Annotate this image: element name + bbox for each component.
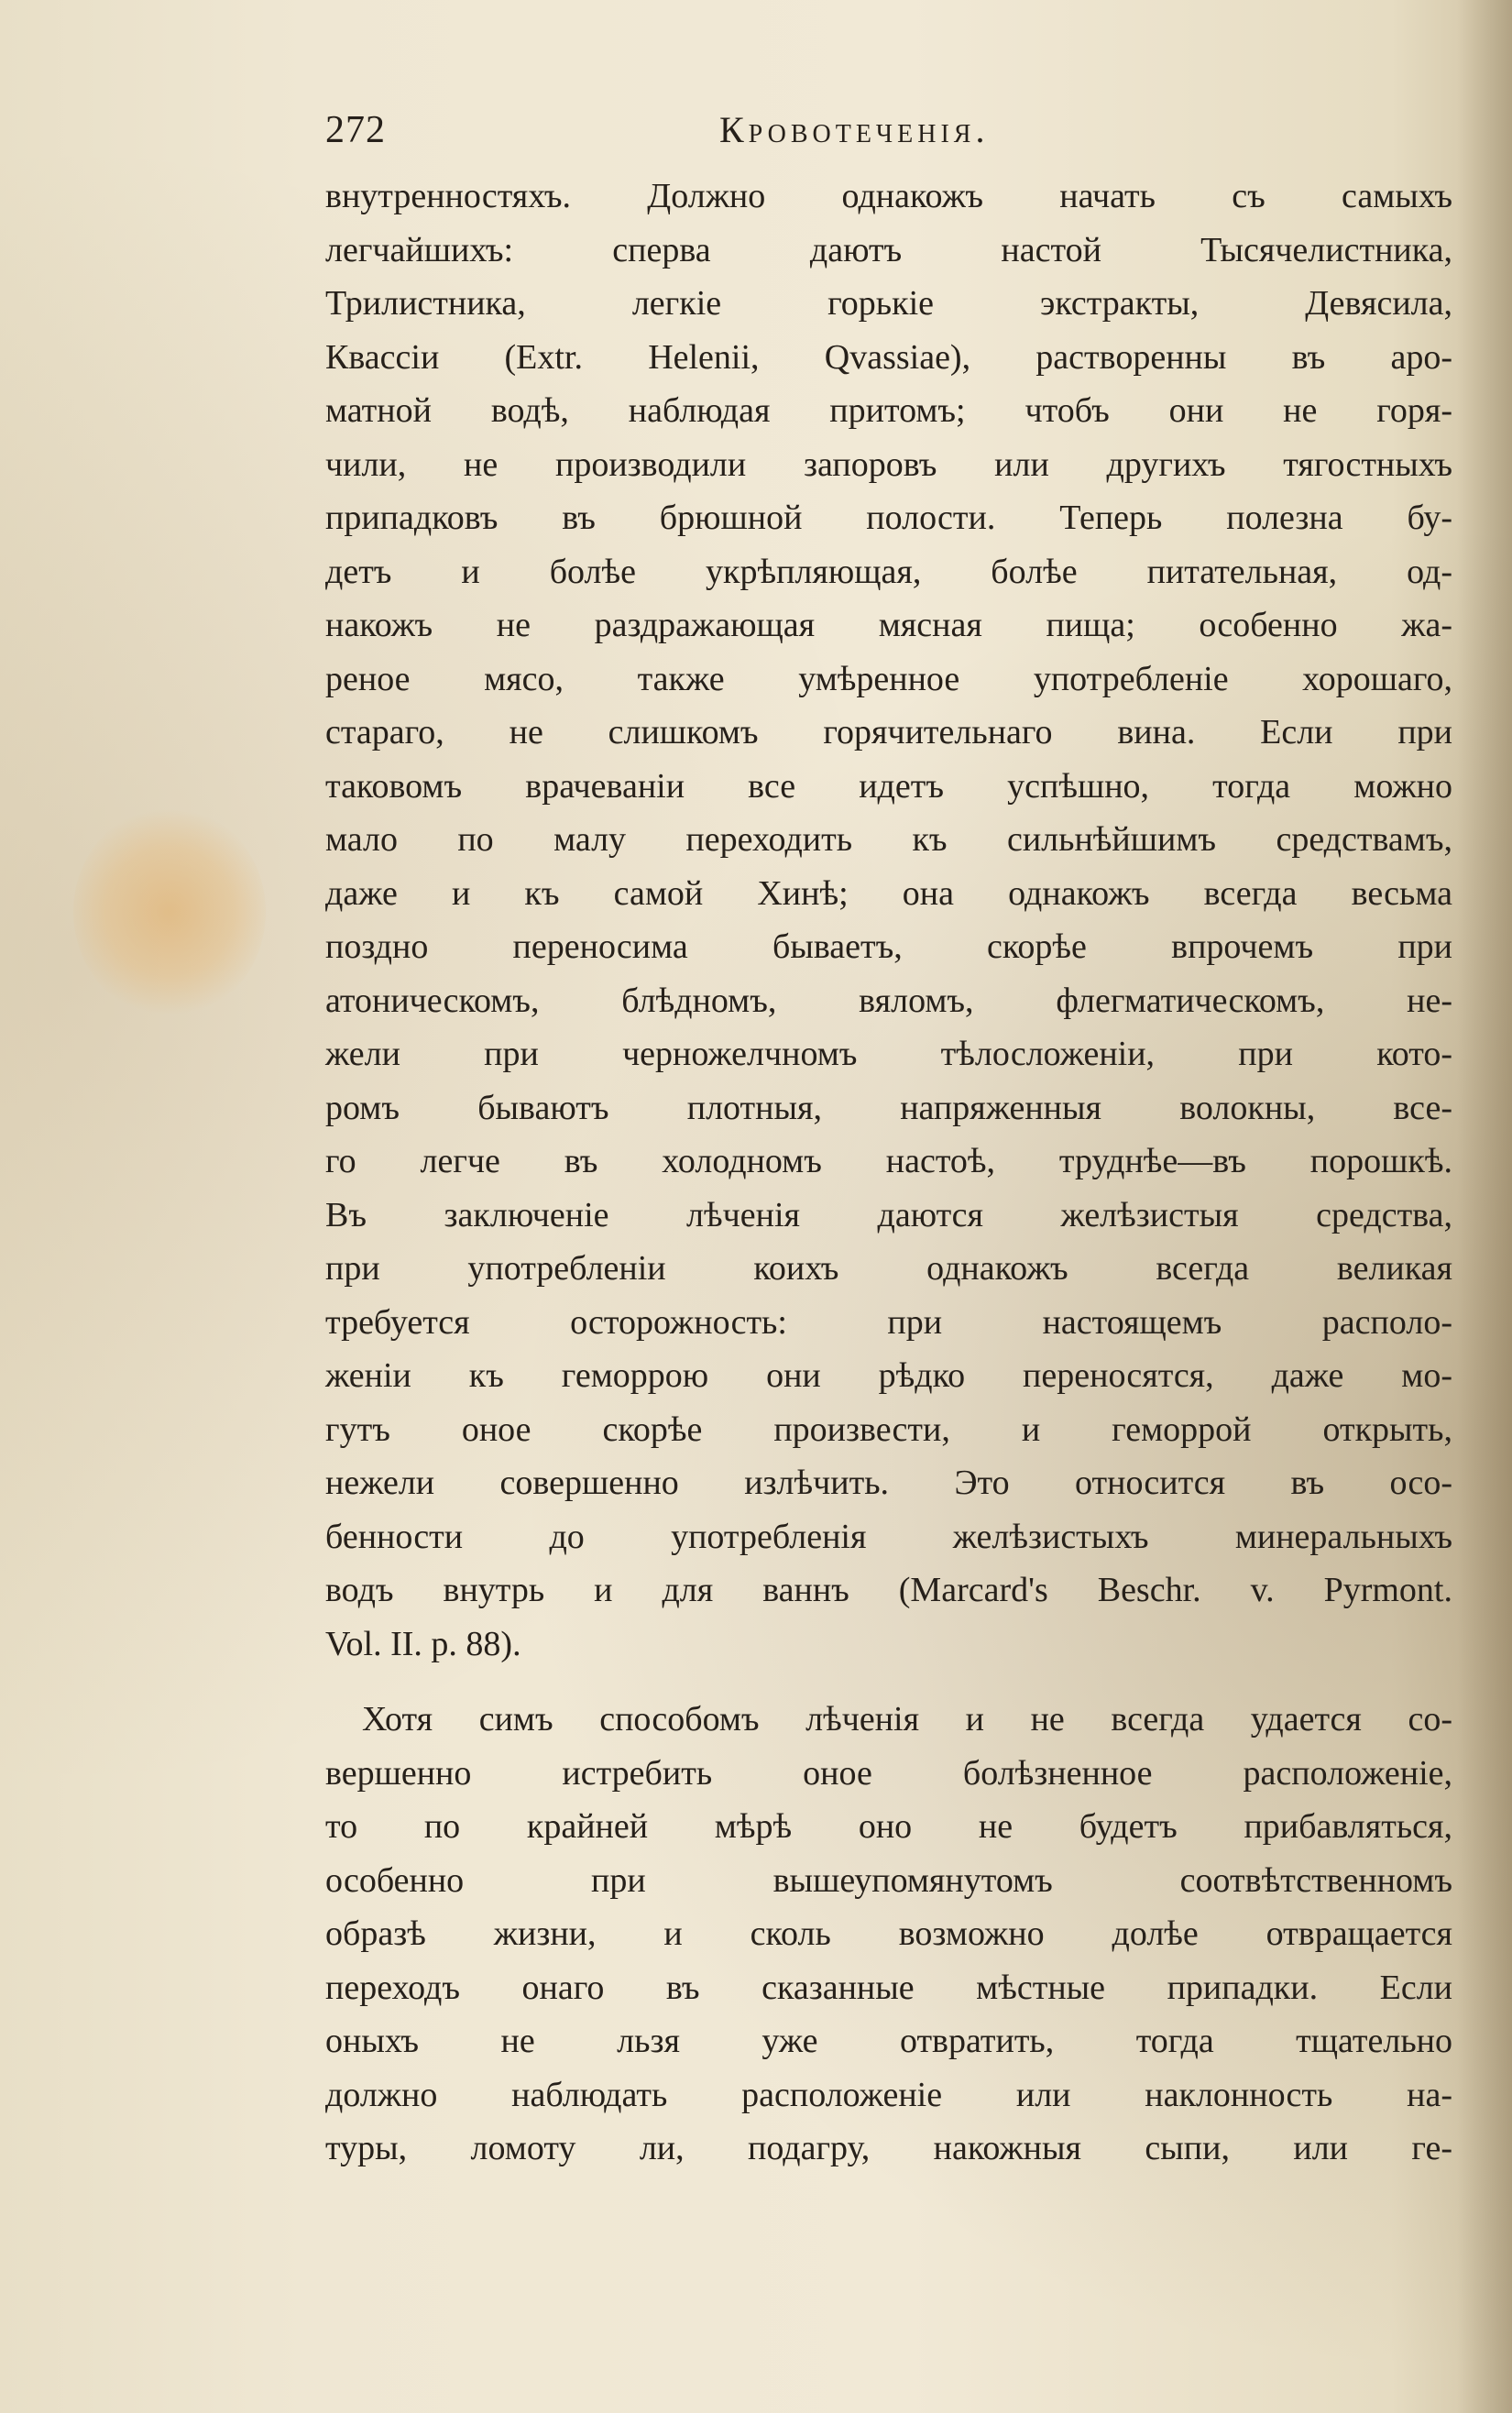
text-line: атоническомъ, блѣдномъ, вяломъ, флегматическомъ, не-	[325, 981, 1452, 1020]
text-line: Vol. II. p. 88).	[325, 1624, 521, 1663]
text-line: Трилистника, легкіе горькіе экстракты, Девясила,	[325, 284, 1452, 323]
text-line: чили, не производили запоровъ или другихъ тягостныхъ	[325, 444, 1452, 484]
text-line: Квассіи (Extr. Helenii, Qvassiae), растворенны въ аро-	[325, 337, 1452, 377]
text-line: при употребленіи коихъ однакожъ всегда великая	[325, 1249, 1452, 1288]
text-line: поздно переносима бываетъ, скорѣе впрочемъ при	[325, 927, 1452, 966]
text-line: внутренностяхъ. Должно однакожъ начать съ самыхъ	[325, 177, 1452, 215]
text-line: переходъ онаго въ сказанные мѣстные припадки. Если	[325, 1968, 1452, 2007]
page-header	[325, 108, 1452, 163]
text-line: стараго, не слишкомъ горячительнаго вина. Если при	[325, 713, 1452, 751]
text-line: бенности до употребленія желѣзистыхъ минеральныхъ	[325, 1517, 1452, 1556]
text-line: требуется осторожность: при настоящемъ располо-	[325, 1302, 1452, 1342]
text-line: образѣ жизни, и сколь возможно долѣе отвращается	[325, 1914, 1452, 1953]
body-text	[325, 170, 1452, 2176]
text-line: Хотя симъ способомъ лѣченія и не всегда удается со-	[362, 1700, 1452, 1738]
text-line: детъ и болѣе укрѣпляющая, болѣе питательная, од-	[325, 552, 1452, 591]
text-line: мало по малу переходить къ сильнѣйшимъ средствамъ,	[325, 820, 1452, 859]
text-line: матной водѣ, наблюдая притомъ; чтобъ они не горя-	[325, 391, 1452, 430]
paragraph-gap	[325, 1671, 1452, 1693]
text-line: даже и къ самой Хинѣ; она однакожъ всегда весьма	[325, 873, 1452, 913]
text-line: ромъ бываютъ плотныя, напряженныя волокны, все-	[325, 1088, 1452, 1127]
running-title: Кровотеченія.	[719, 109, 990, 150]
paragraph	[325, 1693, 1452, 2176]
text-line: гутъ оное скорѣе произвести, и геморрой открыть,	[325, 1409, 1452, 1449]
page-edge-shadow	[1457, 0, 1512, 2413]
text-line: водъ внутрь и для ваннъ (Marcard's Beschr. v. Pyrmont.	[325, 1571, 1452, 1609]
text-line: женіи къ геморрою они рѣдко переносятся, даже мо-	[325, 1356, 1452, 1395]
text-line: припадковъ въ брюшной полости. Теперь полезна бу-	[325, 499, 1452, 537]
text-line: должно наблюдать расположеніе или наклонность на-	[325, 2075, 1452, 2114]
paragraph	[325, 170, 1452, 1671]
text-line: туры, ломоту ли, подагру, накожныя сыпи, или ге-	[325, 2129, 1452, 2167]
text-line: оныхъ не льзя уже отвратить, тогда тщательно	[325, 2022, 1452, 2060]
text-line: таковомъ врачеваніи все идетъ успѣшно, тогда можно	[325, 766, 1452, 806]
text-line: легчайшихъ: сперва даютъ настой Тысячелистника,	[325, 230, 1452, 269]
text-line: нежели совершенно излѣчить. Это относится въ осо-	[325, 1464, 1452, 1502]
text-line: накожъ не раздражающая мясная пища; особенно жа-	[325, 606, 1452, 644]
text-line: реное мясо, также умѣренное употребленіе хорошаго,	[325, 659, 1452, 698]
text-line: жели при черножелчномъ тѣлосложеніи, при кото-	[325, 1035, 1452, 1073]
text-line: Въ заключеніе лѣченія даются желѣзистыя средства,	[325, 1195, 1452, 1234]
text-line: особенно при вышеупомянутомъ соотвѣтственномъ	[325, 1860, 1452, 1900]
text-line: вершенно истребить оное болѣзненное расположеніе,	[325, 1753, 1452, 1793]
paper-stain	[73, 806, 266, 1017]
text-line: го легче въ холодномъ настоѣ, труднѣе—въ порошкѣ.	[325, 1142, 1452, 1180]
page-number: 272	[325, 109, 386, 151]
text-line: то по крайней мѣрѣ оно не будетъ прибавляться,	[325, 1807, 1452, 1846]
